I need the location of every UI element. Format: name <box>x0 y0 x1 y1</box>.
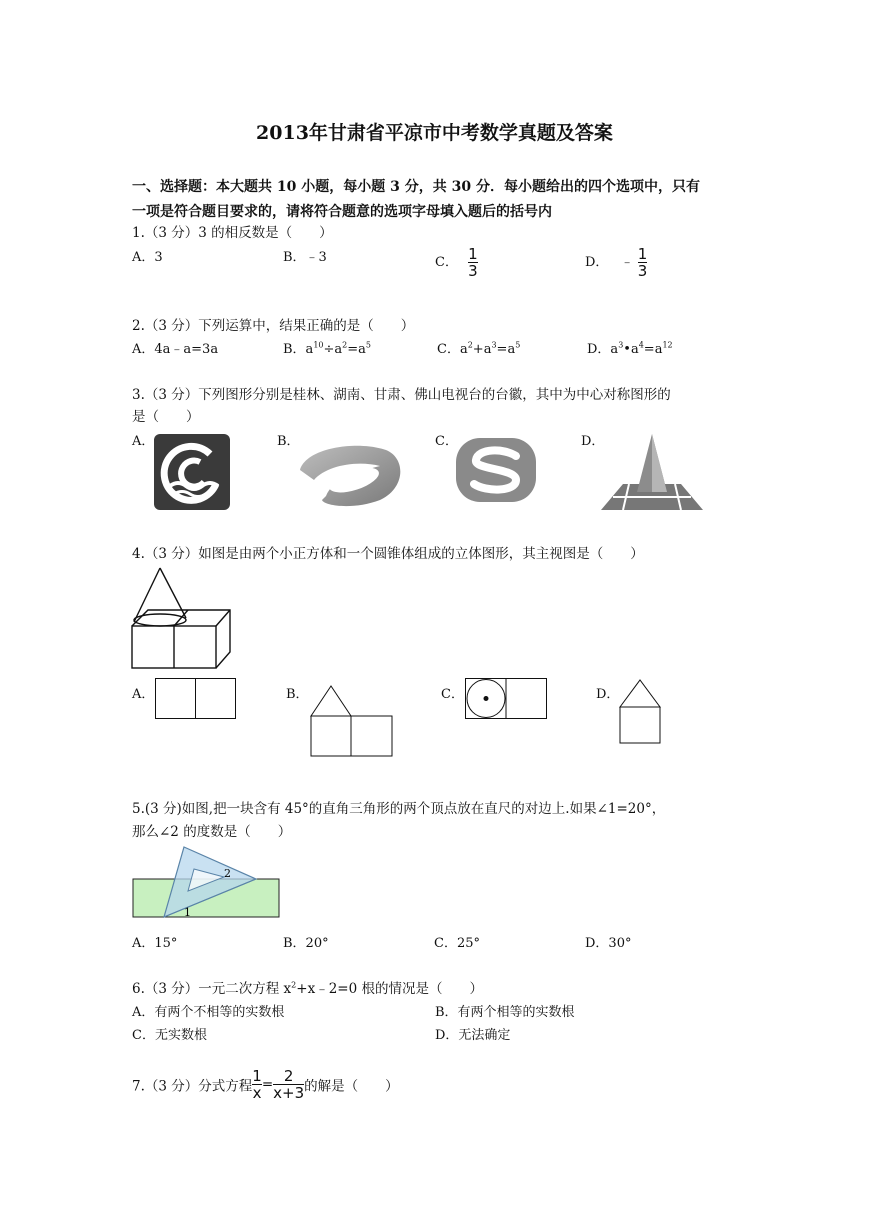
q4-option-a-label: A． <box>132 687 155 702</box>
q4-option-d-label: D． <box>596 687 620 702</box>
q1-option-d-sign: ﹣ <box>620 255 634 270</box>
q5-ruler-triangle-figure <box>132 845 282 921</box>
q1-option-d-label: D． <box>585 255 609 270</box>
q3-option-a-label: A． <box>132 434 155 449</box>
hunan-tv-logo-image <box>296 440 404 508</box>
q4-option-d-figure <box>619 679 663 745</box>
q5-option-b: B．20° <box>283 936 329 951</box>
q7-stem: 7.（3 分）分式方程 $\frac{1}{x}$ = $\frac{2}{x+3}$ 的解是（ ） <box>132 1067 399 1102</box>
q7-fraction-1: $\frac{1}{x}$ <box>252 1067 262 1102</box>
q3-stem-line1: 3.（3 分）下列图形分别是桂林、湖南、甘肃、佛山电视台的台徽，其中为中心对称图形的 <box>132 387 671 403</box>
q3-option-c-label: C． <box>435 434 458 449</box>
q5-stem-line1: 5.(3 分)如图,把一块含有 45°的直角三角形的两个顶点放在直尺的对边上.如果∠1=20°， <box>132 801 666 817</box>
fraction-numerator: 1 <box>637 245 648 263</box>
guilin-tv-logo-image <box>154 434 230 510</box>
fraction-denominator: 3 <box>468 262 478 280</box>
q6-stem: 6.（3 分）一元二次方程 $x^2+x﹣2=0$ 根的情况是（ ） <box>132 980 483 997</box>
q4-option-a-figure <box>155 678 237 720</box>
q6-option-c: C．无实数根 <box>132 1028 207 1043</box>
q4-option-b-figure <box>310 685 394 757</box>
q5-option-a: A．15° <box>132 936 178 951</box>
q1-option-d-fraction <box>638 246 648 279</box>
q1-option-c-label: C． <box>435 255 458 270</box>
q2-option-b: B．$a^{10}\div a^2=a^5$ <box>283 340 371 357</box>
q1-option-a: A．3 <box>132 250 163 265</box>
q2-option-d: D．$a^3•a^4=a^{12}$ <box>587 340 673 357</box>
q4-option-c-figure <box>465 678 549 720</box>
q6-option-d: D．无法确定 <box>435 1028 511 1043</box>
q4-option-b-label: B． <box>286 687 309 702</box>
q5-stem-line2: 那么∠2 的度数是（ ） <box>132 824 292 840</box>
page-title: 2013年甘肃省平凉市中考数学真题及答案 <box>256 122 613 144</box>
q5-option-d: D．30° <box>585 936 632 951</box>
q1-option-c-fraction <box>468 246 478 279</box>
q4-solid-figure <box>130 566 234 672</box>
q1-option-d <box>585 246 647 279</box>
q2-option-c: C．$a^2+a^3=a^5$ <box>437 340 521 357</box>
q3-option-b-label: B． <box>277 434 300 449</box>
q5-option-c: C．25° <box>434 936 480 951</box>
q3-stem-line2: 是（ ） <box>132 409 200 425</box>
fraction-numerator: 1 <box>468 245 478 263</box>
q1-option-c <box>435 246 478 279</box>
foshan-tv-logo-image <box>601 434 703 512</box>
q1-stem: 1.（3 分）3 的相反数是（ ） <box>132 225 333 241</box>
q6-option-a: A．有两个不相等的实数根 <box>132 1005 285 1020</box>
q4-stem: 4.（3 分）如图是由两个小正方体和一个圆锥体组成的立体图形，其主视图是（ ） <box>132 546 644 562</box>
q2-stem: 2.（3 分）下列运算中，结果正确的是（ ） <box>132 318 415 334</box>
section-heading-line1: 一、选择题：本大题共 10 小题，每小题 3 分，共 30 分．每小题给出的四个选项中，只有 <box>132 179 700 195</box>
fraction-denominator: 3 <box>637 262 648 280</box>
q7-fraction-2: $\frac{2}{x+3}$ <box>273 1067 305 1102</box>
q6-option-b: B．有两个相等的实数根 <box>435 1005 575 1020</box>
angle-2-label: 2 <box>224 867 231 880</box>
gansu-tv-logo-image <box>456 438 536 502</box>
q3-option-d-label: D． <box>581 434 605 449</box>
q1-option-b: B．﹣3 <box>283 250 327 265</box>
q2-option-a: A．4a﹣a=3a <box>132 342 219 357</box>
q4-option-c-label: C． <box>441 687 464 702</box>
section-heading-line2: 一项是符合题目要求的，请将符合题意的选项字母填入题后的括号内 <box>132 204 552 220</box>
angle-1-label: 1 <box>184 906 191 919</box>
